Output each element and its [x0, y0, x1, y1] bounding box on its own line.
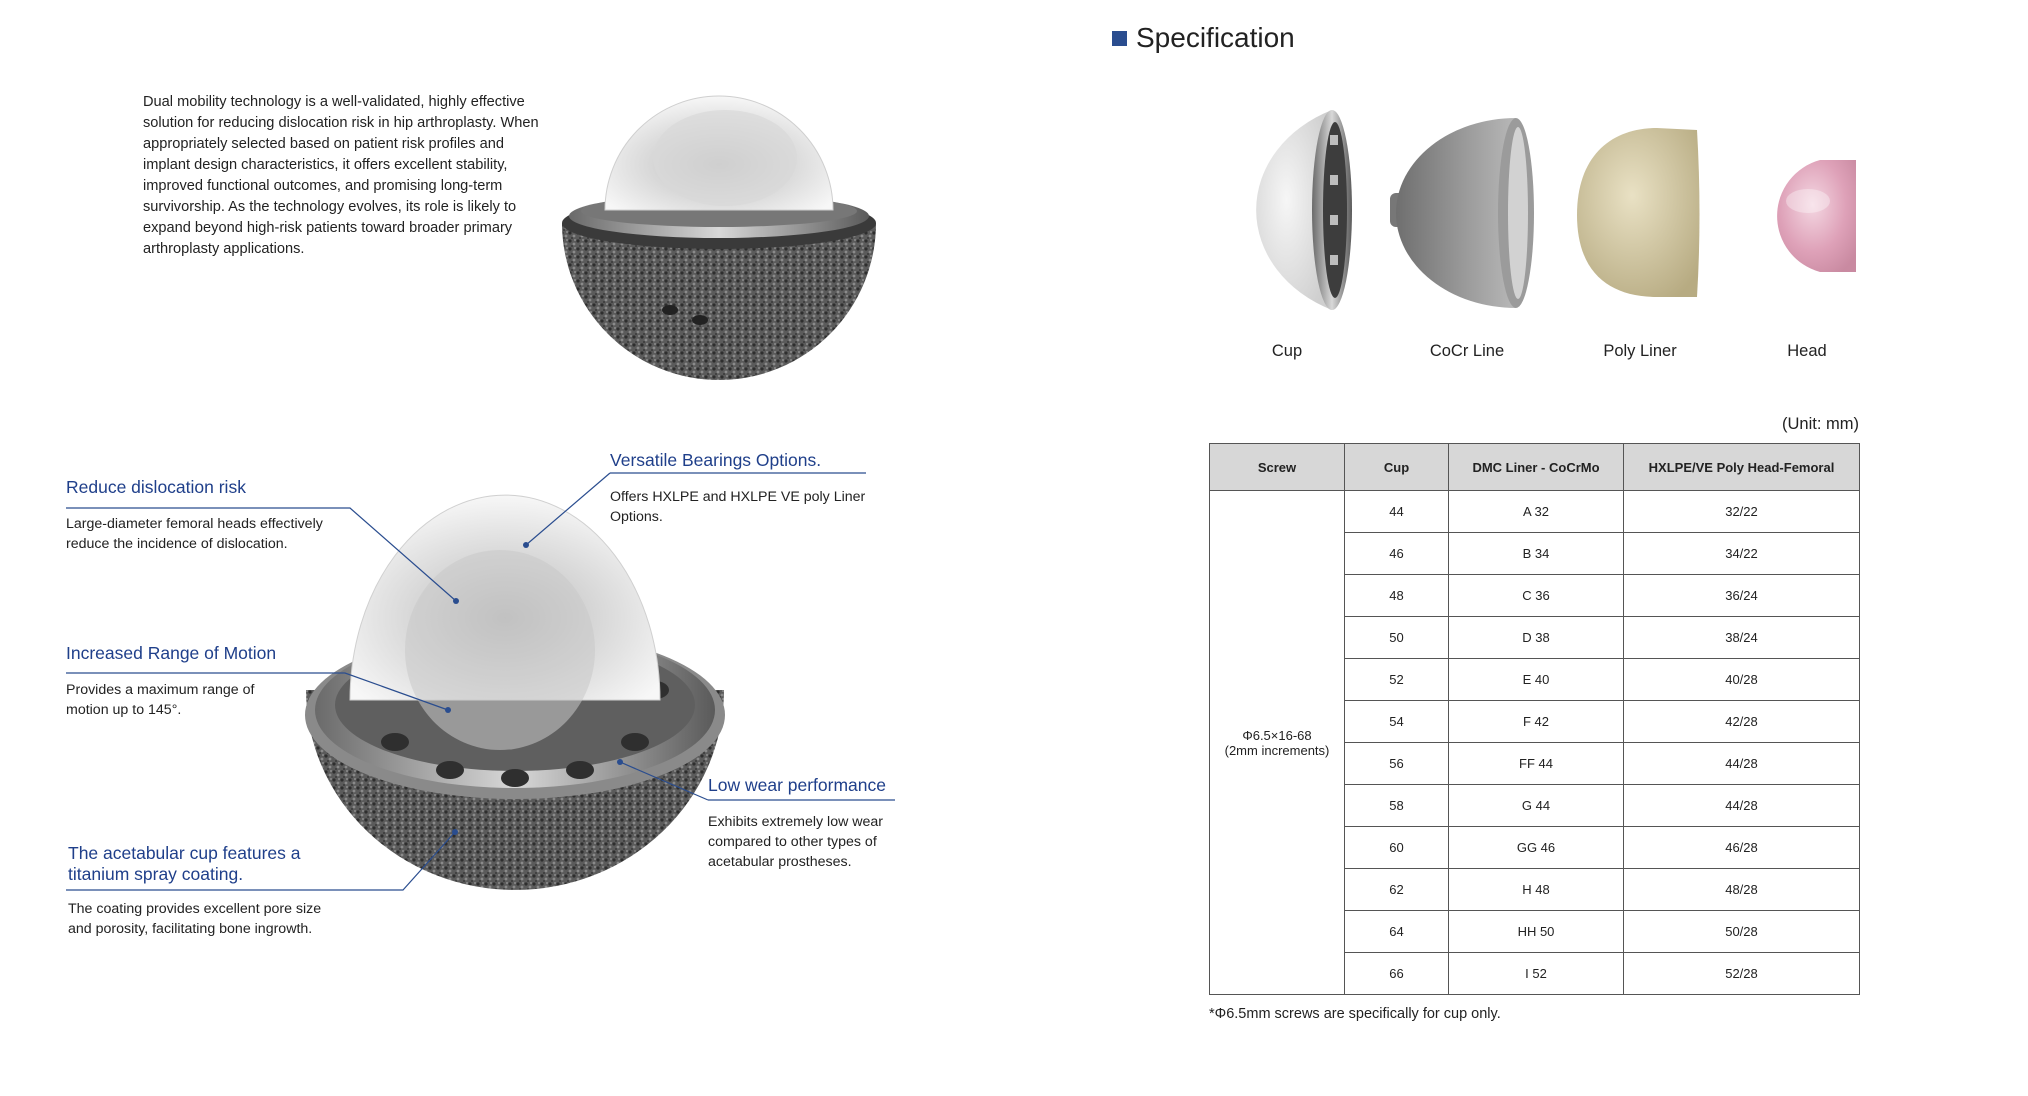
column-header-dmc-liner: DMC Liner - CoCrMo [1449, 444, 1624, 491]
cup-size-cell: 66 [1345, 953, 1449, 995]
screw-spec-cell [1210, 491, 1345, 995]
cup-size-cell: 54 [1345, 701, 1449, 743]
heading-square-icon [1112, 31, 1127, 46]
dmc-liner-cell: I 52 [1449, 953, 1624, 995]
unit-label: (Unit: mm) [1782, 415, 1859, 433]
callout-body: The coating provides excellent pore size and porosity, facilitating bone ingrowth. [68, 901, 322, 937]
cup-size-cell: 62 [1345, 869, 1449, 911]
dmc-liner-cell: G 44 [1449, 785, 1624, 827]
dmc-liner-cell: GG 46 [1449, 827, 1624, 869]
head-component-image [1758, 156, 1868, 276]
poly-head-femoral-cell: 48/28 [1624, 869, 1860, 911]
component-label-poly-liner: Poly Liner [1603, 342, 1677, 360]
poly-head-femoral-cell: 42/28 [1624, 701, 1860, 743]
cup-size-cell: 64 [1345, 911, 1449, 953]
callout-title: Versatile Bearings Options. [610, 450, 822, 470]
component-label-cup: Cup [1271, 342, 1303, 360]
callout-body: Large-diameter femoral heads effectively reduce the incidence of dislocation. [66, 516, 323, 552]
callout-title: Increased Range of Motion [66, 643, 277, 663]
poly-head-femoral-cell: 44/28 [1624, 785, 1860, 827]
dmc-liner-cell: A 32 [1449, 491, 1624, 533]
callout-range-of-motion [66, 643, 366, 720]
callout-versatile-bearings [610, 450, 880, 527]
dmc-liner-cell: C 36 [1449, 575, 1624, 617]
dmc-liner-cell: H 48 [1449, 869, 1624, 911]
poly-head-femoral-cell: 44/28 [1624, 743, 1860, 785]
column-header-poly-head: HXLPE/VE Poly Head-Femoral [1624, 444, 1860, 491]
callout-title: Reduce dislocation risk [66, 477, 246, 497]
column-header-cup: Cup [1345, 444, 1449, 491]
cup-size-cell: 48 [1345, 575, 1449, 617]
specification-table [1209, 443, 1860, 995]
table-footnote: *Φ6.5mm screws are specifically for cup only. [1209, 1006, 1501, 1022]
poly-head-femoral-cell: 34/22 [1624, 533, 1860, 575]
cup-size-cell: 46 [1345, 533, 1449, 575]
callout-reduce-dislocation [66, 477, 366, 554]
poly-head-femoral-cell: 32/22 [1624, 491, 1860, 533]
callout-body: Exhibits extremely low wear compared to other types of acetabular prostheses. [708, 814, 884, 870]
cup-size-cell: 50 [1345, 617, 1449, 659]
cup-size-cell: 52 [1345, 659, 1449, 701]
callout-titanium-coating [68, 843, 338, 939]
dmc-liner-cell: B 34 [1449, 533, 1624, 575]
cup-size-cell: 56 [1345, 743, 1449, 785]
poly-head-femoral-cell: 52/28 [1624, 953, 1860, 995]
specification-title: Specification [1136, 22, 1295, 53]
cup-component-image [1210, 105, 1360, 315]
table-body [1210, 491, 1860, 995]
callout-low-wear [708, 775, 908, 872]
cup-size-cell: 60 [1345, 827, 1449, 869]
dmc-liner-cell: FF 44 [1449, 743, 1624, 785]
dmc-liner-cell: E 40 [1449, 659, 1624, 701]
component-label-cocr-line: CoCr Line [1429, 342, 1505, 360]
column-header-screw: Screw [1210, 444, 1345, 491]
intro-paragraph: Dual mobility technology is a well-validated, highly effective solution for reducing dislocation risk in hip arthroplasty. When appropriately selected based on patient risk profiles and implant design characteristics, it offers excellent stability, improved functional outcomes, and promising long-term survivorship. As the technology evolves, its role is likely to expand beyond high-risk patients toward broader primary arthroplasty applications. [143, 94, 539, 257]
poly-head-femoral-cell: 46/28 [1624, 827, 1860, 869]
poly-head-femoral-cell: 38/24 [1624, 617, 1860, 659]
callout-title: The acetabular cup features a titanium spray coating. [68, 843, 301, 884]
callout-body: Provides a maximum range of motion up to 145°. [66, 682, 255, 718]
poly-head-femoral-cell: 50/28 [1624, 911, 1860, 953]
cup-size-cell: 58 [1345, 785, 1449, 827]
dmc-liner-cell: D 38 [1449, 617, 1624, 659]
poly-liner-component-image [1572, 125, 1712, 300]
table-row [1210, 491, 1860, 533]
callout-body: Offers HXLPE and HXLPE VE poly Liner Options. [610, 489, 866, 525]
dmc-liner-cell: F 42 [1449, 701, 1624, 743]
cup-size-cell: 44 [1345, 491, 1449, 533]
component-label-head: Head [1787, 342, 1827, 360]
screw-increment-note: (2mm increments) [1224, 742, 1330, 758]
cocr-liner-component-image [1390, 113, 1540, 313]
callout-title: Low wear performance [708, 775, 886, 795]
poly-head-femoral-cell: 36/24 [1624, 575, 1860, 617]
specification-heading [1112, 22, 1295, 54]
dmc-liner-cell: HH 50 [1449, 911, 1624, 953]
screw-size: Φ6.5×16-68 [1242, 727, 1312, 743]
table-header-row [1210, 444, 1860, 491]
poly-head-femoral-cell: 40/28 [1624, 659, 1860, 701]
